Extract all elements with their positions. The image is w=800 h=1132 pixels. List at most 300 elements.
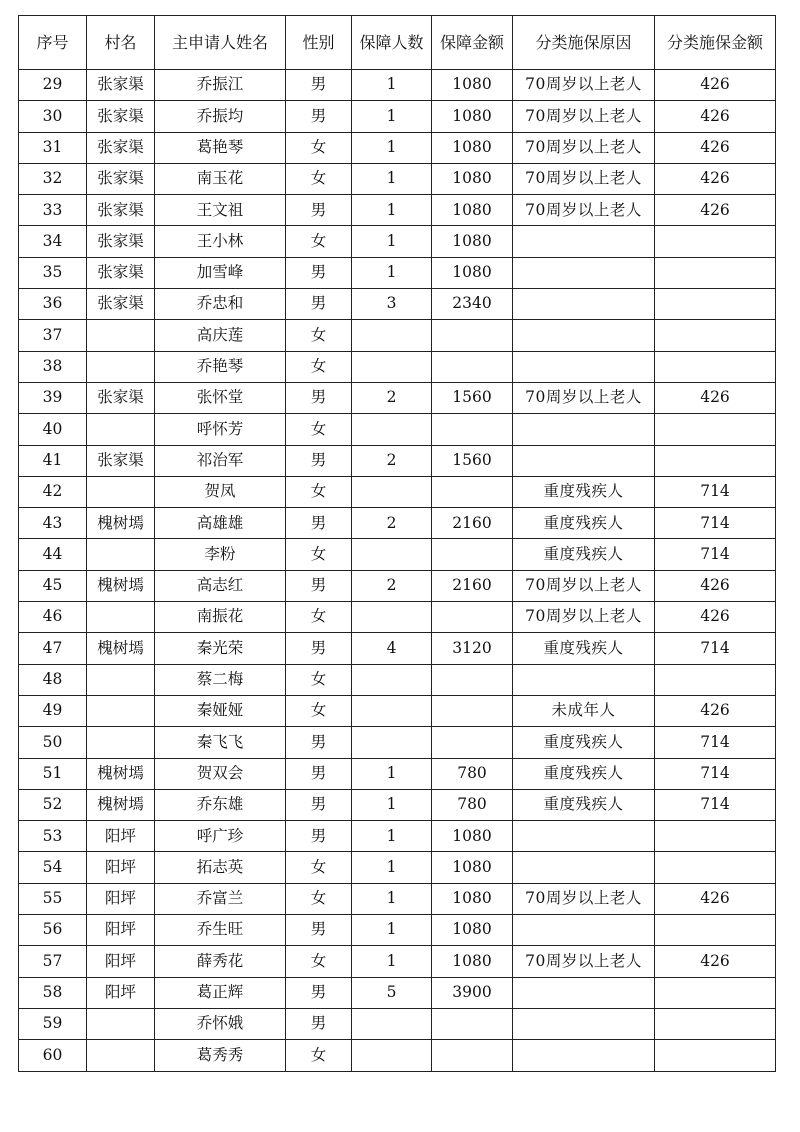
table-row — [19, 226, 776, 257]
table-row — [19, 1040, 776, 1071]
cell-category-reason — [513, 821, 655, 852]
cell-gender: 女 — [286, 852, 352, 883]
cell-covered-persons — [352, 727, 432, 758]
cell-category-reason: 重度残疾人 — [513, 633, 655, 664]
cell-gender: 女 — [286, 1040, 352, 1071]
table-row — [19, 70, 776, 101]
cell-village-name: 张家渠 — [87, 195, 155, 226]
cell-serial-number: 50 — [19, 727, 87, 758]
cell-gender: 女 — [286, 539, 352, 570]
cell-category-amount: 714 — [655, 633, 776, 664]
cell-applicant-name: 乔生旺 — [155, 915, 286, 946]
cell-applicant-name: 乔振江 — [155, 70, 286, 101]
cell-covered-persons: 2 — [352, 570, 432, 601]
cell-category-reason — [513, 1008, 655, 1039]
cell-serial-number: 55 — [19, 883, 87, 914]
table-row — [19, 257, 776, 288]
cell-applicant-name: 蔡二梅 — [155, 664, 286, 695]
cell-serial-number: 58 — [19, 977, 87, 1008]
cell-gender: 男 — [286, 727, 352, 758]
cell-covered-persons: 3 — [352, 289, 432, 320]
cell-category-amount: 426 — [655, 132, 776, 163]
cell-applicant-name: 王文祖 — [155, 195, 286, 226]
cell-support-amount: 1080 — [432, 257, 513, 288]
cell-gender: 男 — [286, 382, 352, 413]
table-row — [19, 445, 776, 476]
cell-category-reason: 70周岁以上老人 — [513, 570, 655, 601]
cell-category-amount: 426 — [655, 70, 776, 101]
cell-serial-number: 60 — [19, 1040, 87, 1071]
cell-serial-number: 41 — [19, 445, 87, 476]
cell-category-reason — [513, 226, 655, 257]
cell-category-amount — [655, 821, 776, 852]
table-row — [19, 101, 776, 132]
cell-support-amount — [432, 1008, 513, 1039]
cell-applicant-name: 葛艳琴 — [155, 132, 286, 163]
cell-applicant-name: 呼广珍 — [155, 821, 286, 852]
cell-support-amount: 1080 — [432, 70, 513, 101]
cell-covered-persons: 1 — [352, 915, 432, 946]
cell-covered-persons — [352, 1008, 432, 1039]
cell-serial-number: 56 — [19, 915, 87, 946]
cell-category-reason — [513, 257, 655, 288]
cell-applicant-name: 薛秀花 — [155, 946, 286, 977]
table-row — [19, 132, 776, 163]
cell-category-amount: 426 — [655, 695, 776, 726]
cell-village-name: 张家渠 — [87, 382, 155, 413]
cell-gender: 男 — [286, 821, 352, 852]
cell-category-amount — [655, 852, 776, 883]
cell-covered-persons: 1 — [352, 852, 432, 883]
cell-category-amount — [655, 257, 776, 288]
table-row — [19, 539, 776, 570]
table-row — [19, 946, 776, 977]
cell-category-amount — [655, 414, 776, 445]
cell-category-amount — [655, 1040, 776, 1071]
cell-applicant-name: 张怀堂 — [155, 382, 286, 413]
cell-category-reason: 重度残疾人 — [513, 508, 655, 539]
table-row — [19, 1008, 776, 1039]
cell-serial-number: 35 — [19, 257, 87, 288]
cell-gender: 男 — [286, 289, 352, 320]
cell-covered-persons — [352, 320, 432, 351]
cell-covered-persons — [352, 351, 432, 382]
cell-covered-persons: 1 — [352, 226, 432, 257]
cell-covered-persons — [352, 414, 432, 445]
header-category-amount: 分类施保金额 — [655, 16, 776, 70]
cell-village-name — [87, 1008, 155, 1039]
cell-category-reason — [513, 351, 655, 382]
cell-village-name: 槐树墕 — [87, 570, 155, 601]
cell-category-reason — [513, 664, 655, 695]
cell-gender: 女 — [286, 695, 352, 726]
cell-category-amount: 426 — [655, 163, 776, 194]
cell-serial-number: 40 — [19, 414, 87, 445]
cell-category-amount: 714 — [655, 508, 776, 539]
cell-applicant-name: 呼怀芳 — [155, 414, 286, 445]
cell-applicant-name: 乔富兰 — [155, 883, 286, 914]
cell-category-reason — [513, 915, 655, 946]
cell-village-name: 阳坪 — [87, 821, 155, 852]
cell-village-name — [87, 351, 155, 382]
cell-serial-number: 33 — [19, 195, 87, 226]
table-row — [19, 883, 776, 914]
header-applicant-name: 主申请人姓名 — [155, 16, 286, 70]
cell-serial-number: 42 — [19, 476, 87, 507]
cell-village-name: 阳坪 — [87, 977, 155, 1008]
cell-village-name: 张家渠 — [87, 445, 155, 476]
cell-category-amount: 714 — [655, 789, 776, 820]
cell-covered-persons: 4 — [352, 633, 432, 664]
cell-support-amount: 780 — [432, 758, 513, 789]
table-row — [19, 570, 776, 601]
cell-serial-number: 51 — [19, 758, 87, 789]
cell-covered-persons: 5 — [352, 977, 432, 1008]
cell-category-amount — [655, 1008, 776, 1039]
cell-applicant-name: 祁治军 — [155, 445, 286, 476]
cell-category-reason: 70周岁以上老人 — [513, 382, 655, 413]
cell-applicant-name: 贺凤 — [155, 476, 286, 507]
cell-village-name: 阳坪 — [87, 852, 155, 883]
cell-covered-persons: 1 — [352, 101, 432, 132]
table-row — [19, 695, 776, 726]
cell-category-amount — [655, 915, 776, 946]
cell-applicant-name: 南玉花 — [155, 163, 286, 194]
cell-applicant-name: 高志红 — [155, 570, 286, 601]
cell-covered-persons: 1 — [352, 821, 432, 852]
cell-village-name — [87, 695, 155, 726]
header-serial-number: 序号 — [19, 16, 87, 70]
cell-category-amount — [655, 977, 776, 1008]
cell-village-name — [87, 476, 155, 507]
table-row — [19, 758, 776, 789]
cell-category-reason: 重度残疾人 — [513, 789, 655, 820]
cell-covered-persons — [352, 539, 432, 570]
cell-category-amount — [655, 320, 776, 351]
cell-serial-number: 45 — [19, 570, 87, 601]
cell-covered-persons: 2 — [352, 445, 432, 476]
cell-category-amount: 426 — [655, 946, 776, 977]
table-row — [19, 633, 776, 664]
cell-covered-persons: 1 — [352, 883, 432, 914]
cell-gender: 女 — [286, 602, 352, 633]
cell-applicant-name: 葛秀秀 — [155, 1040, 286, 1071]
cell-gender: 女 — [286, 946, 352, 977]
cell-support-amount — [432, 414, 513, 445]
cell-category-amount: 714 — [655, 758, 776, 789]
cell-covered-persons: 1 — [352, 195, 432, 226]
cell-category-reason — [513, 320, 655, 351]
cell-serial-number: 47 — [19, 633, 87, 664]
cell-village-name: 张家渠 — [87, 226, 155, 257]
cell-village-name — [87, 414, 155, 445]
cell-support-amount: 1080 — [432, 195, 513, 226]
cell-covered-persons: 1 — [352, 257, 432, 288]
cell-category-reason: 70周岁以上老人 — [513, 101, 655, 132]
table-row — [19, 476, 776, 507]
table-row — [19, 163, 776, 194]
assistance-table-sheet — [18, 15, 775, 1072]
cell-category-reason: 70周岁以上老人 — [513, 195, 655, 226]
cell-support-amount — [432, 602, 513, 633]
cell-category-reason — [513, 977, 655, 1008]
cell-covered-persons: 1 — [352, 163, 432, 194]
cell-gender: 男 — [286, 633, 352, 664]
cell-category-amount — [655, 351, 776, 382]
cell-covered-persons: 1 — [352, 758, 432, 789]
cell-gender: 女 — [286, 163, 352, 194]
cell-support-amount: 1560 — [432, 445, 513, 476]
cell-category-amount: 426 — [655, 602, 776, 633]
cell-category-reason: 70周岁以上老人 — [513, 70, 655, 101]
cell-village-name: 槐树墕 — [87, 508, 155, 539]
cell-village-name — [87, 539, 155, 570]
cell-support-amount: 1080 — [432, 101, 513, 132]
cell-village-name — [87, 320, 155, 351]
cell-category-amount — [655, 226, 776, 257]
header-gender: 性别 — [286, 16, 352, 70]
cell-serial-number: 29 — [19, 70, 87, 101]
cell-village-name — [87, 602, 155, 633]
cell-applicant-name: 乔东雄 — [155, 789, 286, 820]
cell-covered-persons — [352, 602, 432, 633]
cell-covered-persons — [352, 664, 432, 695]
cell-covered-persons: 1 — [352, 70, 432, 101]
cell-support-amount: 1080 — [432, 132, 513, 163]
cell-support-amount — [432, 351, 513, 382]
cell-serial-number: 30 — [19, 101, 87, 132]
cell-category-reason: 70周岁以上老人 — [513, 163, 655, 194]
cell-village-name: 张家渠 — [87, 101, 155, 132]
cell-applicant-name: 李粉 — [155, 539, 286, 570]
cell-gender: 男 — [286, 1008, 352, 1039]
cell-gender: 男 — [286, 977, 352, 1008]
cell-serial-number: 57 — [19, 946, 87, 977]
cell-category-reason: 70周岁以上老人 — [513, 883, 655, 914]
cell-category-reason — [513, 852, 655, 883]
table-row — [19, 852, 776, 883]
cell-applicant-name: 乔怀娥 — [155, 1008, 286, 1039]
cell-gender: 男 — [286, 445, 352, 476]
cell-support-amount: 1080 — [432, 915, 513, 946]
cell-gender: 男 — [286, 758, 352, 789]
cell-category-amount: 426 — [655, 883, 776, 914]
cell-village-name: 张家渠 — [87, 132, 155, 163]
cell-applicant-name: 南振花 — [155, 602, 286, 633]
cell-support-amount: 1080 — [432, 821, 513, 852]
cell-support-amount: 2340 — [432, 289, 513, 320]
cell-category-amount: 426 — [655, 570, 776, 601]
cell-covered-persons — [352, 476, 432, 507]
cell-category-amount: 714 — [655, 476, 776, 507]
header-covered-persons: 保障人数 — [352, 16, 432, 70]
cell-gender: 女 — [286, 414, 352, 445]
cell-category-amount — [655, 664, 776, 695]
cell-category-reason — [513, 445, 655, 476]
cell-support-amount — [432, 695, 513, 726]
cell-support-amount: 2160 — [432, 508, 513, 539]
cell-support-amount — [432, 664, 513, 695]
table-body — [19, 70, 776, 1072]
table-row — [19, 351, 776, 382]
cell-gender: 男 — [286, 570, 352, 601]
cell-serial-number: 49 — [19, 695, 87, 726]
cell-gender: 女 — [286, 351, 352, 382]
cell-category-reason: 重度残疾人 — [513, 476, 655, 507]
cell-gender: 女 — [286, 320, 352, 351]
cell-support-amount: 1080 — [432, 163, 513, 194]
table-row — [19, 789, 776, 820]
cell-category-reason: 未成年人 — [513, 695, 655, 726]
cell-gender: 女 — [286, 132, 352, 163]
cell-covered-persons — [352, 1040, 432, 1071]
cell-gender: 男 — [286, 508, 352, 539]
cell-applicant-name: 葛正辉 — [155, 977, 286, 1008]
cell-serial-number: 52 — [19, 789, 87, 820]
cell-village-name: 阳坪 — [87, 883, 155, 914]
cell-village-name: 张家渠 — [87, 163, 155, 194]
cell-category-amount: 426 — [655, 101, 776, 132]
cell-serial-number: 37 — [19, 320, 87, 351]
cell-serial-number: 46 — [19, 602, 87, 633]
cell-support-amount — [432, 476, 513, 507]
header-village-name: 村名 — [87, 16, 155, 70]
cell-applicant-name: 秦光荣 — [155, 633, 286, 664]
cell-village-name: 阳坪 — [87, 946, 155, 977]
cell-category-reason — [513, 289, 655, 320]
table-row — [19, 664, 776, 695]
cell-category-amount: 714 — [655, 539, 776, 570]
cell-serial-number: 44 — [19, 539, 87, 570]
table-row — [19, 977, 776, 1008]
cell-support-amount — [432, 320, 513, 351]
cell-gender: 男 — [286, 915, 352, 946]
cell-serial-number: 53 — [19, 821, 87, 852]
cell-applicant-name: 拓志英 — [155, 852, 286, 883]
cell-applicant-name: 乔忠和 — [155, 289, 286, 320]
cell-covered-persons: 1 — [352, 132, 432, 163]
cell-applicant-name: 高庆莲 — [155, 320, 286, 351]
cell-covered-persons: 2 — [352, 382, 432, 413]
cell-gender: 女 — [286, 226, 352, 257]
cell-support-amount — [432, 539, 513, 570]
cell-category-reason: 重度残疾人 — [513, 758, 655, 789]
cell-village-name: 阳坪 — [87, 915, 155, 946]
cell-village-name — [87, 664, 155, 695]
table-row — [19, 289, 776, 320]
cell-category-amount: 426 — [655, 195, 776, 226]
table-row — [19, 727, 776, 758]
cell-serial-number: 32 — [19, 163, 87, 194]
table-row — [19, 508, 776, 539]
cell-gender: 男 — [286, 195, 352, 226]
table-row — [19, 382, 776, 413]
cell-serial-number: 36 — [19, 289, 87, 320]
cell-support-amount: 1560 — [432, 382, 513, 413]
cell-covered-persons — [352, 695, 432, 726]
cell-serial-number: 34 — [19, 226, 87, 257]
cell-serial-number: 38 — [19, 351, 87, 382]
cell-category-reason: 重度残疾人 — [513, 727, 655, 758]
cell-gender: 女 — [286, 664, 352, 695]
cell-applicant-name: 加雪峰 — [155, 257, 286, 288]
cell-village-name — [87, 1040, 155, 1071]
cell-serial-number: 54 — [19, 852, 87, 883]
cell-support-amount: 3900 — [432, 977, 513, 1008]
cell-serial-number: 48 — [19, 664, 87, 695]
cell-covered-persons: 1 — [352, 946, 432, 977]
cell-serial-number: 31 — [19, 132, 87, 163]
cell-category-amount: 714 — [655, 727, 776, 758]
cell-support-amount: 1080 — [432, 883, 513, 914]
cell-category-amount — [655, 289, 776, 320]
cell-support-amount: 1080 — [432, 946, 513, 977]
cell-village-name — [87, 727, 155, 758]
header-category-reason: 分类施保原因 — [513, 16, 655, 70]
cell-applicant-name: 秦娅娅 — [155, 695, 286, 726]
cell-serial-number: 59 — [19, 1008, 87, 1039]
table-row — [19, 320, 776, 351]
table-row — [19, 602, 776, 633]
table-header — [19, 16, 776, 70]
cell-support-amount: 3120 — [432, 633, 513, 664]
cell-applicant-name: 王小林 — [155, 226, 286, 257]
header-support-amount: 保障金额 — [432, 16, 513, 70]
cell-gender: 女 — [286, 883, 352, 914]
cell-gender: 男 — [286, 789, 352, 820]
cell-applicant-name: 秦飞飞 — [155, 727, 286, 758]
cell-support-amount: 2160 — [432, 570, 513, 601]
cell-support-amount — [432, 1040, 513, 1071]
table-row — [19, 821, 776, 852]
cell-gender: 男 — [286, 101, 352, 132]
assistance-table — [18, 15, 776, 1072]
cell-village-name: 张家渠 — [87, 257, 155, 288]
cell-serial-number: 43 — [19, 508, 87, 539]
table-row — [19, 915, 776, 946]
cell-support-amount: 780 — [432, 789, 513, 820]
cell-village-name: 槐树墕 — [87, 789, 155, 820]
cell-covered-persons: 1 — [352, 789, 432, 820]
cell-applicant-name: 乔振均 — [155, 101, 286, 132]
cell-covered-persons: 2 — [352, 508, 432, 539]
table-row — [19, 195, 776, 226]
cell-category-reason — [513, 1040, 655, 1071]
cell-category-reason: 70周岁以上老人 — [513, 132, 655, 163]
cell-applicant-name: 高雄雄 — [155, 508, 286, 539]
cell-category-reason: 70周岁以上老人 — [513, 602, 655, 633]
cell-category-reason — [513, 414, 655, 445]
cell-village-name: 张家渠 — [87, 289, 155, 320]
cell-village-name: 槐树墕 — [87, 633, 155, 664]
cell-category-amount — [655, 445, 776, 476]
cell-applicant-name: 乔艳琴 — [155, 351, 286, 382]
cell-category-amount: 426 — [655, 382, 776, 413]
table-row — [19, 414, 776, 445]
cell-serial-number: 39 — [19, 382, 87, 413]
cell-category-reason: 重度残疾人 — [513, 539, 655, 570]
cell-village-name: 张家渠 — [87, 70, 155, 101]
cell-support-amount: 1080 — [432, 852, 513, 883]
cell-applicant-name: 贺双会 — [155, 758, 286, 789]
cell-village-name: 槐树墕 — [87, 758, 155, 789]
cell-support-amount — [432, 727, 513, 758]
header-row — [19, 16, 776, 70]
cell-gender: 男 — [286, 257, 352, 288]
cell-category-reason: 70周岁以上老人 — [513, 946, 655, 977]
cell-support-amount: 1080 — [432, 226, 513, 257]
cell-gender: 女 — [286, 476, 352, 507]
